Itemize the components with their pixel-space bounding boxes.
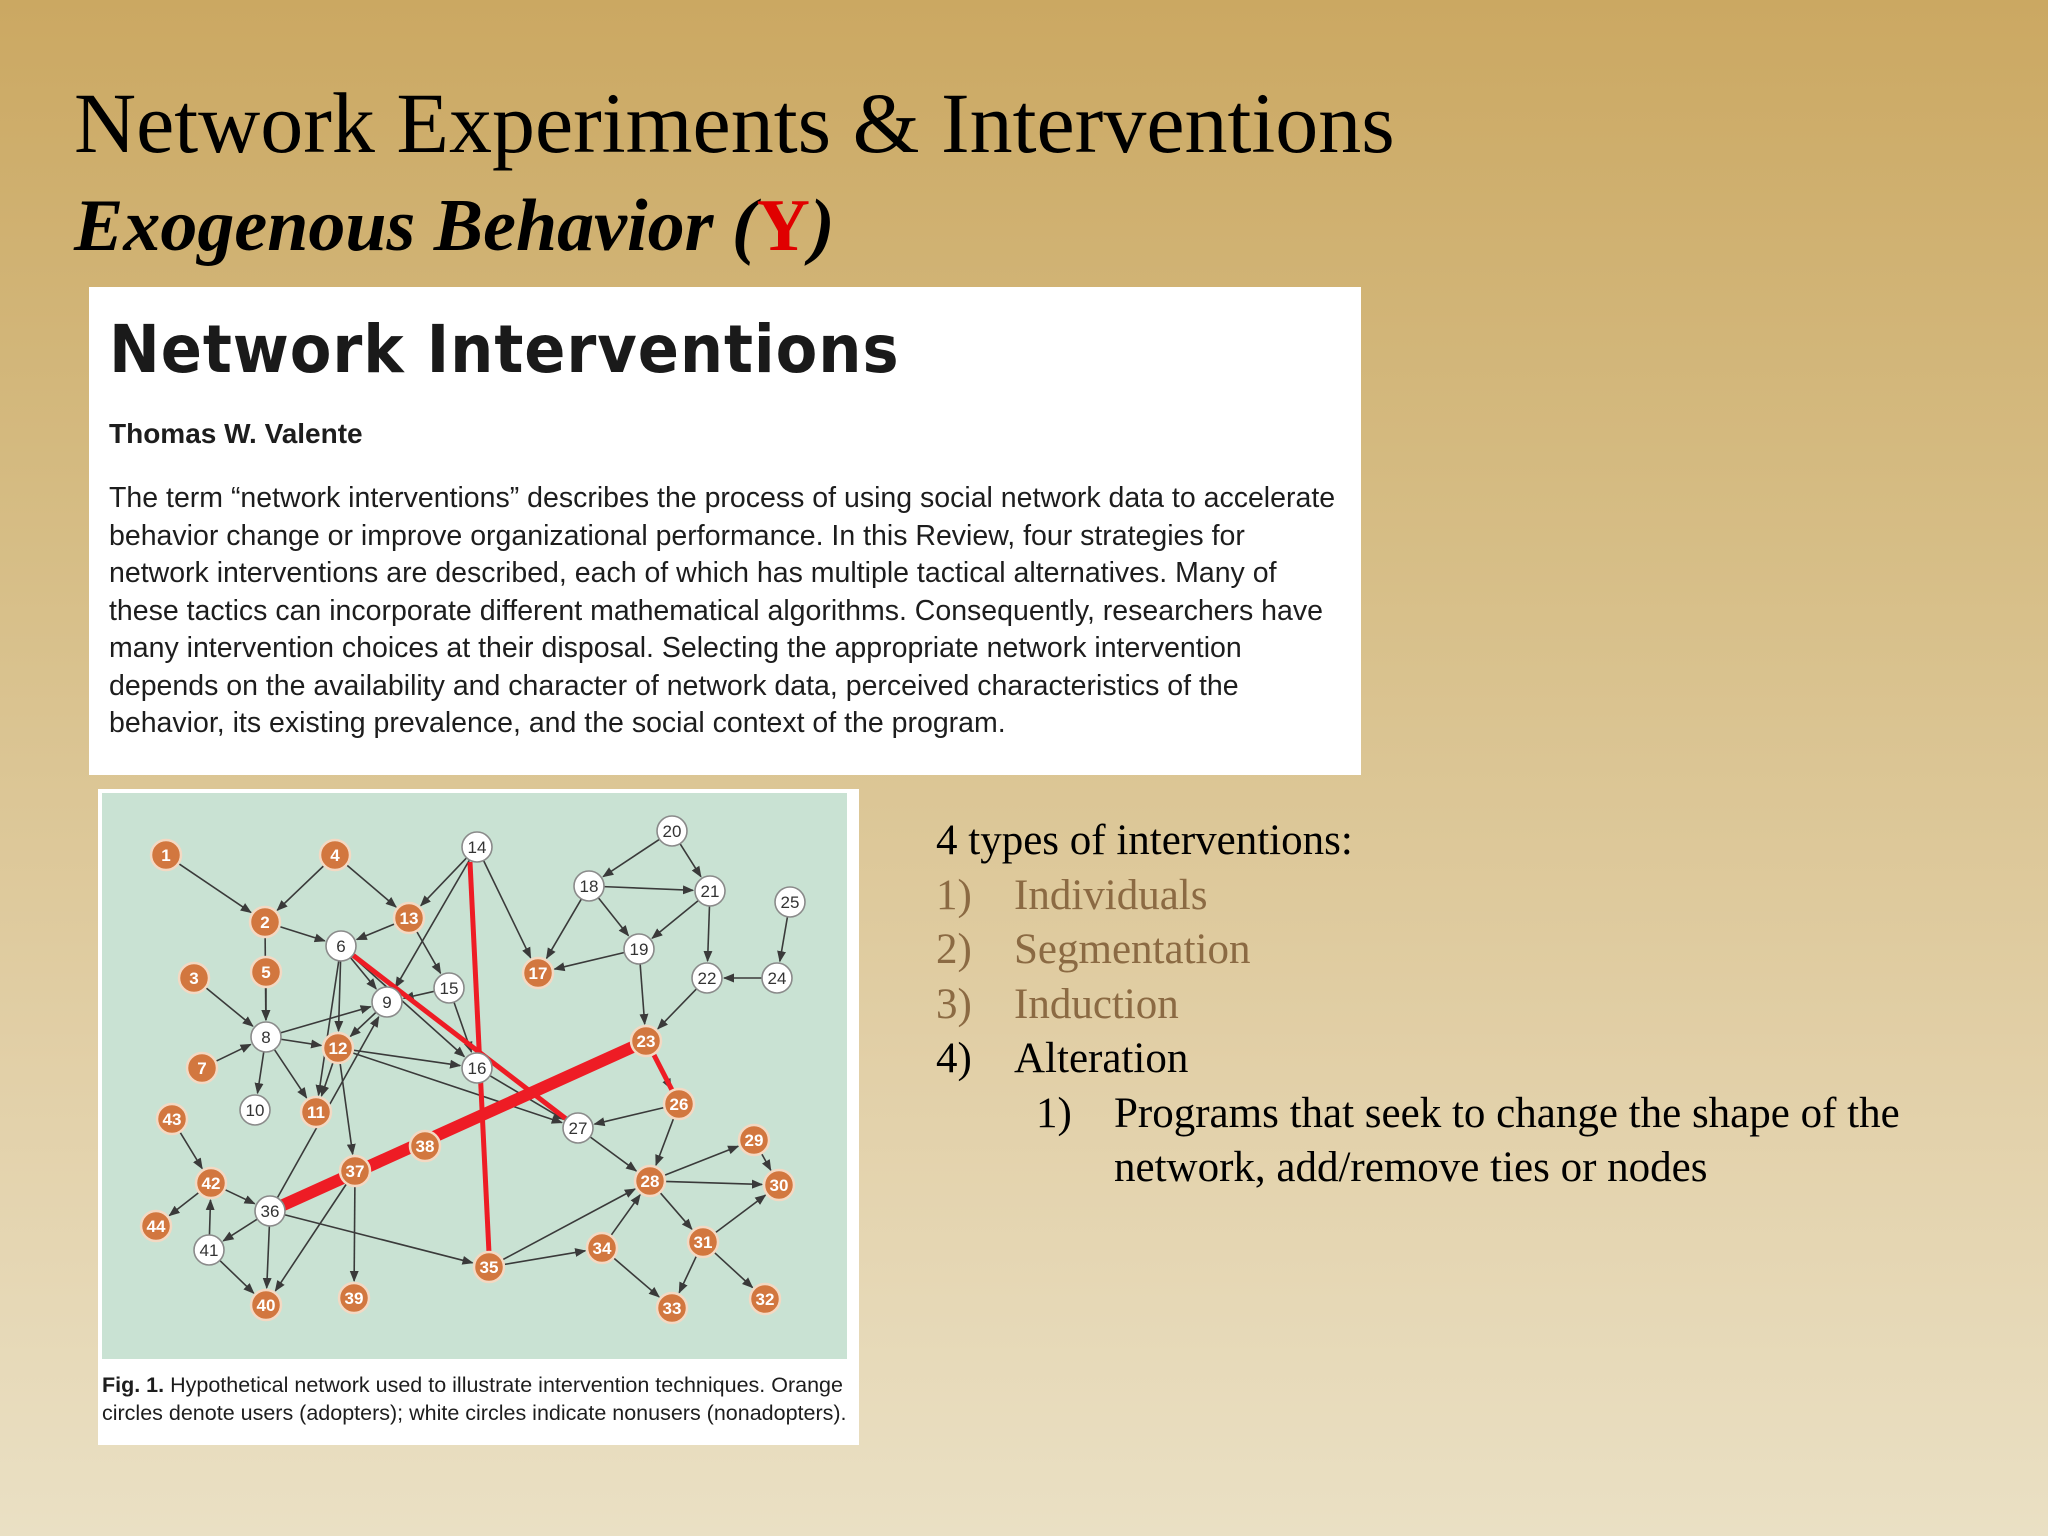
network-node-label: 14 — [467, 838, 487, 857]
network-node-label: 6 — [336, 937, 346, 956]
network-node-label: 35 — [479, 1258, 499, 1277]
network-node — [255, 1196, 285, 1226]
network-node — [750, 1284, 780, 1314]
sub-item-number: 1) — [1036, 1089, 1072, 1137]
network-node — [635, 1166, 665, 1196]
network-node-label: 24 — [767, 969, 787, 988]
intervention-item — [936, 1032, 2036, 1087]
network-node — [240, 1095, 270, 1125]
sub-item-text: Programs that seek to change the shape of the network, add/remove ties or nodes — [1114, 1089, 1900, 1191]
network-node-label: 8 — [261, 1028, 271, 1047]
network-node-label: 9 — [382, 993, 392, 1012]
network-node-label: 22 — [697, 969, 717, 988]
network-node-label: 4 — [330, 846, 340, 865]
intervention-item-label: Induction — [1014, 980, 1179, 1028]
intervention-item-number: 4) — [936, 1035, 972, 1082]
network-node-label: 25 — [780, 893, 800, 912]
network-node-label: 19 — [629, 940, 649, 959]
network-node-label: 10 — [245, 1101, 265, 1120]
network-node — [320, 840, 350, 870]
network-edge — [354, 1186, 355, 1281]
network-node-label: 38 — [415, 1137, 435, 1156]
network-figure — [98, 789, 859, 1445]
network-node — [187, 1053, 217, 1083]
sub-item — [936, 1087, 2036, 1196]
intervention-item-label: Individuals — [1014, 871, 1208, 919]
network-node — [339, 1283, 369, 1313]
network-node-label: 39 — [344, 1289, 364, 1308]
intervention-item-label: Alteration — [1014, 1035, 1189, 1082]
network-node-label: 33 — [662, 1299, 682, 1318]
network-node — [462, 1053, 492, 1083]
subtitle-suffix: ) — [809, 185, 835, 267]
network-node-label: 12 — [328, 1039, 348, 1058]
network-node — [574, 871, 604, 901]
intervention-item-number: 2) — [936, 926, 972, 973]
subtitle-prefix: Exogenous Behavior ( — [74, 185, 757, 267]
network-node — [462, 832, 492, 862]
network-node-label: 37 — [345, 1162, 365, 1181]
network-node — [394, 903, 424, 933]
intervention-item — [936, 869, 2036, 924]
network-node-label: 27 — [568, 1119, 588, 1138]
intervention-item-number: 3) — [936, 980, 972, 1028]
network-node — [739, 1125, 769, 1155]
network-node-label: 36 — [260, 1202, 280, 1221]
network-node-label: 2 — [260, 913, 270, 932]
network-node-label: 11 — [307, 1103, 325, 1122]
network-diagram — [98, 789, 859, 1364]
network-node-label: 13 — [399, 909, 419, 928]
network-node — [151, 840, 181, 870]
subtitle-highlight: Y — [756, 185, 810, 267]
figure-caption — [102, 1371, 854, 1427]
network-node-label: 40 — [256, 1296, 276, 1315]
network-node — [664, 1089, 694, 1119]
network-node-label: 26 — [669, 1095, 689, 1114]
network-node — [340, 1156, 370, 1186]
network-node — [157, 1104, 187, 1134]
network-node-label: 7 — [197, 1059, 207, 1078]
network-edge — [209, 1200, 210, 1235]
network-node — [692, 963, 722, 993]
network-node — [179, 963, 209, 993]
network-node-label: 31 — [693, 1233, 713, 1252]
network-node — [323, 1033, 353, 1063]
network-node — [631, 1026, 661, 1056]
network-node — [326, 931, 356, 961]
network-node — [657, 1293, 687, 1323]
intervention-item — [936, 978, 2036, 1033]
network-node-label: 3 — [189, 969, 199, 988]
network-node — [301, 1097, 331, 1127]
network-node — [251, 1022, 281, 1052]
network-node-label: 1 — [161, 846, 171, 865]
network-node — [695, 876, 725, 906]
intervention-item-number: 1) — [936, 871, 972, 919]
network-node — [523, 958, 553, 988]
network-node — [141, 1211, 171, 1241]
network-node-label: 43 — [162, 1110, 182, 1129]
article-heading: Network Interventions — [109, 311, 900, 388]
network-node — [764, 1170, 794, 1200]
network-node-label: 29 — [744, 1131, 764, 1150]
network-node-label: 23 — [636, 1032, 656, 1051]
network-node-label: 41 — [199, 1241, 219, 1260]
network-node-label: 15 — [439, 979, 459, 998]
caption-label: Fig. 1. — [102, 1373, 165, 1397]
network-node-label: 34 — [592, 1239, 612, 1258]
interventions-heading: 4 types of interventions: — [936, 817, 1353, 864]
network-node — [688, 1227, 718, 1257]
article-author: Thomas W. Valente — [109, 418, 363, 449]
network-node — [194, 1235, 224, 1265]
network-node-label: 44 — [146, 1217, 166, 1236]
network-node-label: 17 — [528, 964, 548, 983]
network-node — [587, 1233, 617, 1263]
network-node-label: 5 — [261, 963, 271, 982]
network-node-label: 32 — [755, 1290, 775, 1309]
network-node-label: 30 — [769, 1176, 789, 1195]
network-node — [196, 1168, 226, 1198]
network-node-label: 16 — [467, 1059, 487, 1078]
network-node — [251, 957, 281, 987]
network-node-label: 42 — [201, 1174, 221, 1193]
network-node — [372, 987, 402, 1017]
network-node — [563, 1113, 593, 1143]
network-node — [762, 963, 792, 993]
network-node-label: 21 — [700, 882, 720, 901]
intervention-item-label: Segmentation — [1014, 926, 1251, 973]
interventions-list — [936, 814, 2036, 1196]
network-node — [251, 1290, 281, 1320]
network-node — [474, 1252, 504, 1282]
article-abstract-text: The term “network interventions” describes the process of using social network data to accelerate behavior change or improve organizational performance. In this Review, four strategies for network interventions are described, each of which has multiple tactical alternatives. Many of these tactics can incorporate different mathematical algorithms. Consequently, researchers have many intervention choices at their disposal. Selecting the appropriate network intervention depends on the availability and character of network data, perceived characteristics of the behavior, its existing prevalence, and the social context of the program. — [109, 482, 1336, 739]
network-node-label: 20 — [662, 822, 682, 841]
network-node-label: 28 — [640, 1172, 660, 1191]
slide-subtitle — [74, 185, 835, 267]
slide-title: Network Experiments & Interventions — [74, 75, 1395, 171]
network-node-label: 18 — [579, 877, 599, 896]
network-node — [657, 816, 687, 846]
network-node — [775, 887, 805, 917]
caption-text: Hypothetical network used to illustrate intervention techniques. Orange circles denote users (adopters); white circles indicate nonusers (nonadopters). — [102, 1373, 847, 1425]
network-node — [250, 907, 280, 937]
network-node — [624, 934, 654, 964]
intervention-item — [936, 923, 2036, 978]
network-node — [434, 973, 464, 1003]
network-node — [410, 1131, 440, 1161]
article-abstract — [89, 287, 1361, 775]
